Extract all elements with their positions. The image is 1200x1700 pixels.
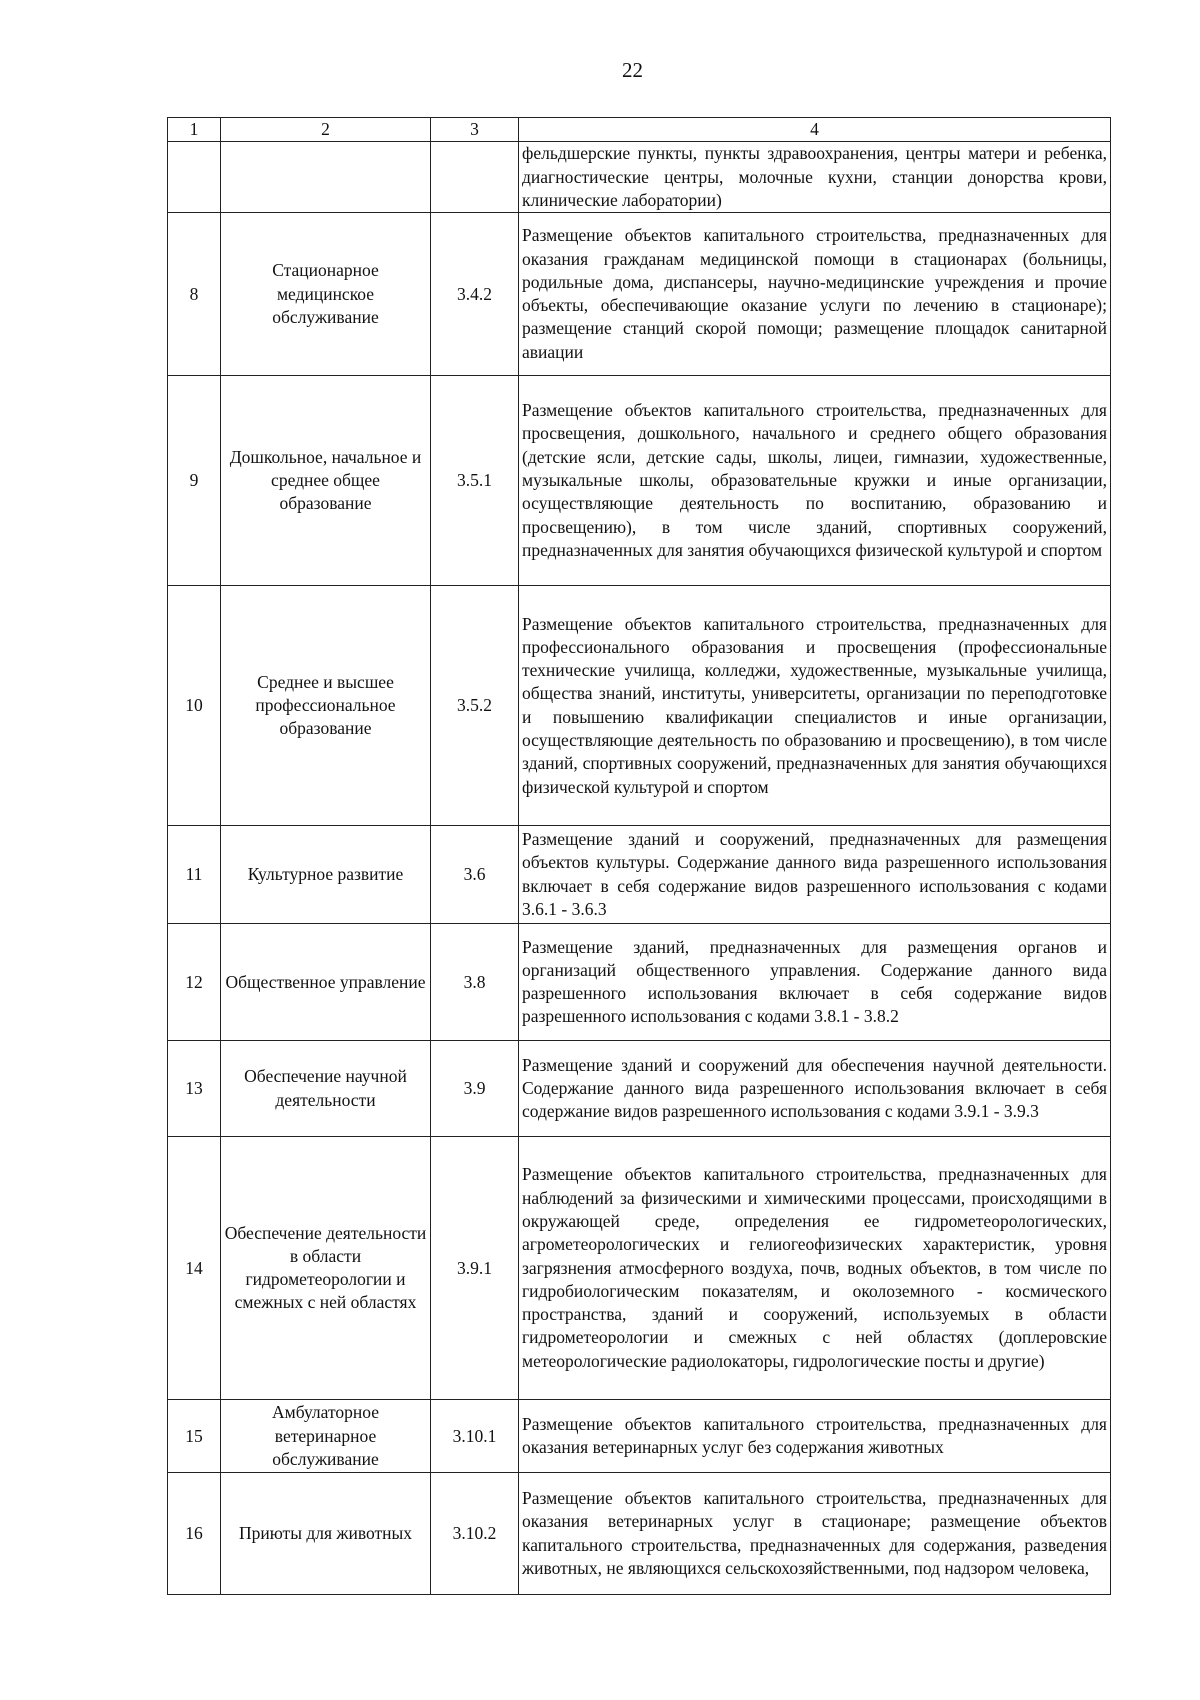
table-row <box>168 1473 1111 1595</box>
row-number: 11 <box>168 826 221 924</box>
row-number: 9 <box>168 376 221 586</box>
use-type-code: 3.6 <box>431 826 519 924</box>
use-type-description: Размещение зданий и сооружений для обеспечения научной деятельности. Содержание данного вида разрешенного использования включает в себя содержание видов разрешенного использования с кодами 3.9.1 - 3.9.3 <box>519 1041 1111 1137</box>
table-row <box>168 376 1111 586</box>
table-row <box>168 1041 1111 1137</box>
column-header-3: 3 <box>431 118 519 142</box>
table-row <box>168 1400 1111 1473</box>
use-type-description: Размещение зданий и сооружений, предназначенных для размещения объектов культуры. Содержание данного вида разрешенного использования включает в себя содержание видов разрешенного использования с кодами 3.6.1 - 3.6.3 <box>519 826 1111 924</box>
use-type-description: Размещение объектов капитального строительства, предназначенных для наблюдений за физическими и химическими процессами, происходящими в окружающей среде, определения ее гидрометеорологических, агрометеорологических и гелиогеофизических характеристик, уровня загрязнения атмосферного воздуха, почв, водных объектов, в том числе по гидробиологическим показателям, и околоземного - космического пространства, зданий и сооружений, используемых в области гидрометеорологии и смежных с ней областях (доплеровские метеорологические радиолокаторы, гидрологические посты и другие) <box>519 1137 1111 1400</box>
column-header-2: 2 <box>221 118 431 142</box>
use-type-code: 3.9 <box>431 1041 519 1137</box>
use-type-code: 3.4.2 <box>431 213 519 376</box>
use-type-name: Общественное управление <box>221 924 431 1041</box>
use-type-name: Обеспечение деятельности в области гидрометеорологии и смежных с ней областях <box>221 1137 431 1400</box>
use-type-name: Дошкольное, начальное и среднее общее образование <box>221 376 431 586</box>
use-type-name: Стационарное медицинское обслуживание <box>221 213 431 376</box>
row-number: 13 <box>168 1041 221 1137</box>
table-row <box>168 586 1111 826</box>
table-row <box>168 1137 1111 1400</box>
row-number: 16 <box>168 1473 221 1595</box>
table-row <box>168 924 1111 1041</box>
use-type-name: Культурное развитие <box>221 826 431 924</box>
use-type-name: Обеспечение научной деятельности <box>221 1041 431 1137</box>
use-type-code: 3.5.1 <box>431 376 519 586</box>
row-number: 15 <box>168 1400 221 1473</box>
use-type-code: 3.10.2 <box>431 1473 519 1595</box>
table-row <box>168 826 1111 924</box>
use-type-name <box>221 142 431 213</box>
use-type-code: 3.8 <box>431 924 519 1041</box>
row-number: 8 <box>168 213 221 376</box>
use-type-name: Приюты для животных <box>221 1473 431 1595</box>
use-type-description: Размещение зданий, предназначенных для размещения органов и организаций общественного управления. Содержание данного вида разрешенного использования включает в себя содержание видов разрешенного использования с кодами 3.8.1 - 3.8.2 <box>519 924 1111 1041</box>
column-header-4: 4 <box>519 118 1111 142</box>
column-header-1: 1 <box>168 118 221 142</box>
use-type-description: Размещение объектов капитального строительства, предназначенных для оказания ветеринарных услуг в стационаре; размещение объектов капитального строительства, предназначенных для содержания, разведения животных, не являющихся сельскохозяйственными, под надзором человека, <box>519 1473 1111 1595</box>
table-header-row <box>168 118 1111 142</box>
use-type-description: Размещение объектов капитального строительства, предназначенных для оказания ветеринарных услуг без содержания животных <box>519 1400 1111 1473</box>
use-type-description: фельдшерские пункты, пункты здравоохранения, центры матери и ребенка, диагностические центры, молочные кухни, станции донорства крови, клинические лаборатории) <box>519 142 1111 213</box>
use-type-code: 3.10.1 <box>431 1400 519 1473</box>
use-type-description: Размещение объектов капитального строительства, предназначенных для просвещения, дошкольного, начального и среднего общего образования (детские ясли, детские сады, школы, лицеи, гимназии, художественные, музыкальные школы, образовательные кружки и иные организации, осуществляющие деятельность по воспитанию, образованию и просвещению), в том числе зданий, спортивных сооружений, предназначенных для занятия обучающихся физической культурой и спортом <box>519 376 1111 586</box>
land-use-table <box>167 117 1111 1595</box>
use-type-name: Амбулаторное ветеринарное обслуживание <box>221 1400 431 1473</box>
row-number: 10 <box>168 586 221 826</box>
row-number: 14 <box>168 1137 221 1400</box>
use-type-description: Размещение объектов капитального строительства, предназначенных для профессионального образования и просвещения (профессиональные технические училища, колледжи, художественные, музыкальные училища, общества знаний, институты, университеты, организации по переподготовке и повышению квалификации специалистов и иные организации, осуществляющие деятельность по образованию и просвещению), в том числе зданий, спортивных сооружений, предназначенных для занятия обучающихся физической культурой и спортом <box>519 586 1111 826</box>
use-type-code <box>431 142 519 213</box>
table-row <box>168 142 1111 213</box>
page-number: 22 <box>622 58 643 82</box>
row-number <box>168 142 221 213</box>
row-number: 12 <box>168 924 221 1041</box>
use-type-code: 3.9.1 <box>431 1137 519 1400</box>
table-row <box>168 213 1111 376</box>
use-type-description: Размещение объектов капитального строительства, предназначенных для оказания гражданам медицинской помощи в стационарах (больницы, родильные дома, диспансеры, научно-медицинские учреждения и прочие объекты, обеспечивающие оказание услуги по лечению в стационаре); размещение станций скорой помощи; размещение площадок санитарной авиации <box>519 213 1111 376</box>
use-type-name: Среднее и высшее профессиональное образование <box>221 586 431 826</box>
use-type-code: 3.5.2 <box>431 586 519 826</box>
